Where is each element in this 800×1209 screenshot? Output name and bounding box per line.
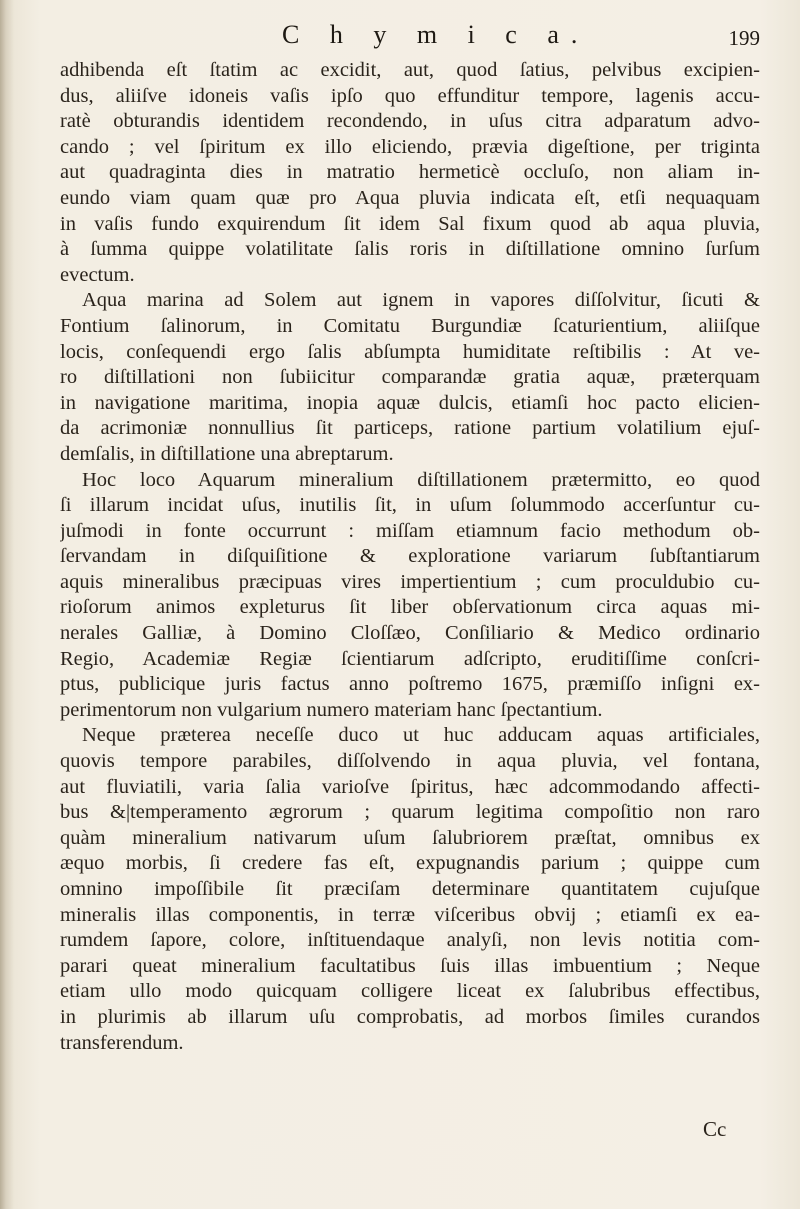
text-line: æquo morbis, ſi credere fas eſt, expugnandis parium ; quippe cum: [60, 852, 760, 875]
text-line: rioſorum animos expleturus ſit liber obſervationum circa aquas mi-: [60, 596, 760, 619]
text-line: nerales Galliæ, à Domino Cloſſæo, Conſiliario & Medico ordinario: [60, 622, 760, 645]
text-line: eundo viam quam quæ pro Aqua pluvia indicata eſt, etſi nequaquam: [60, 186, 760, 209]
text-line: aquis mineralibus præcipuas vires impertientium ; cum proculdubio cu-: [60, 570, 760, 593]
text-line: in plurimis ab illarum uſu comprobatis, ad morbos ſimiles curandos: [60, 1005, 760, 1028]
text-line: ro diſtillationi non ſubiicitur comparandæ gratia aquæ, præterquam: [60, 366, 760, 389]
text-line: omnino impoſſibile ſit præciſam determinare quantitatem cujuſque: [60, 878, 760, 900]
text-line: Aqua marina ad Solem aut ignem in vapores diſſolvitur, ſicuti &: [82, 289, 760, 312]
text-line: dus, aliiſve idoneis vaſis ipſo quo effunditur tempore, lagenis accu-: [60, 84, 760, 107]
text-line: à ſumma quippe volatilitate ſalis roris in diſtillatione omnino ſurſum: [60, 238, 760, 261]
text-line: quovis tempore parabiles, diſſolvendo in aqua pluvia, vel fontana,: [60, 750, 760, 773]
text-line: ſi illarum incidat uſus, inutilis ſit, in uſum ſolummodo accerſuntur cu-: [60, 494, 760, 517]
text-line: cando ; vel ſpiritum ex illo eliciendo, prævia digeſtione, per triginta: [60, 135, 760, 158]
running-head: [60, 20, 760, 54]
text-line: demſalis, in diſtillatione una abreptarum.: [60, 442, 394, 465]
text-line: mineralis illas componentis, in terræ viſceribus obvij ; etiamſi ex ea-: [60, 903, 760, 926]
text-line: etiam ullo modo quicquam colligere liceat ex ſalubribus effectibus,: [60, 980, 760, 1003]
text-line: evectum.: [60, 263, 135, 286]
text-line: adhibenda eſt ſtatim ac excidit, aut, quod ſatius, pelvibus excipien-: [60, 59, 760, 81]
body-text: [60, 58, 760, 1056]
catchword: Cc: [703, 1117, 727, 1141]
text-line: quàm mineralium nativarum uſum ſalubriorem præſtat, omnibus ex: [60, 826, 760, 849]
text-line: ratè obturandis identidem recondendo, in uſus citra adparatum advo-: [60, 110, 760, 133]
text-line: juſmodi in fonte occurrunt : miſſam etiamnum facio methodum ob-: [60, 519, 760, 542]
text-line: Fontium ſalinorum, in Comitatu Burgundiæ ſcaturientium, aliiſque: [60, 314, 760, 337]
text-line: Regio, Academiæ Regiæ ſcientiarum adſcripto, eruditiſſime conſcri-: [60, 647, 760, 670]
text-line: Hoc loco Aquarum mineralium diſtillationem prætermitto, eo quod: [82, 468, 760, 491]
text-line: bus &|temperamento ægrorum ; quarum legitima compoſitio non raro: [60, 801, 760, 824]
text-line: parari queat mineralium facultatibus ſuis illas imbuentium ; Neque: [60, 954, 760, 977]
text-line: ptus, publicique juris factus anno poſtremo 1675, præmiſſo inſigni ex-: [60, 673, 760, 696]
text-line: perimentorum non vulgarium numero materiam hanc ſpectantium.: [60, 698, 603, 721]
page-number: 199: [728, 26, 760, 50]
text-line: locis, conſequendi ergo ſalis abſumpta humiditate reſtibilis : At ve-: [60, 340, 760, 363]
text-line: aut fluviatili, varia ſalia varioſve ſpiritus, hæc adcommodando affecti-: [60, 775, 760, 798]
text-line: transferendum.: [60, 1031, 184, 1054]
text-line: aut quadraginta dies in matratio hermeticè occluſo, non aliam in-: [60, 161, 760, 184]
text-line: Neque præterea neceſſe duco ut huc adducam aquas artificiales,: [82, 724, 760, 747]
text-line: in navigatione maritima, inopia aquæ dulcis, etiamſi hoc pacto elicien-: [60, 391, 760, 414]
text-line: in vaſis fundo exquirendum ſit idem Sal fixum quod ab aqua pluvia,: [60, 212, 760, 235]
binding-edge: [0, 0, 14, 1209]
running-title: C h y m i c a.: [282, 20, 590, 49]
text-line: da acrimoniæ nonnullius ſit particeps, ratione partium volatilium ejuſ-: [60, 417, 760, 440]
text-line: ſervandam in diſquiſitione & exploratione variarum ſubſtantiarum: [60, 545, 760, 568]
text-line: rumdem ſapore, colore, inſtituendaque analyſi, non levis notitia com-: [60, 929, 760, 952]
